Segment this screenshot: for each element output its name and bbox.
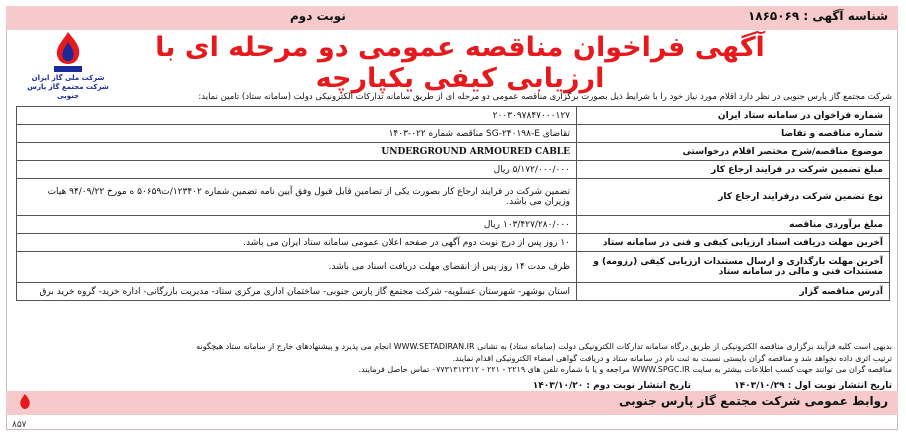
row-label: مبلغ تضمین شرکت در فرایند ارجاع کار: [577, 161, 890, 179]
notice-id: شناسه آگهی : ۱۸۶۵۰۶۹: [747, 9, 888, 23]
table-row: [17, 107, 890, 125]
row-value: ۲۰۰۳۰۹۷۸۴۷۰۰۰۱۲۷: [17, 107, 577, 125]
row-label: مبلغ برآوردی مناقصه: [577, 216, 890, 234]
tender-details-table: [16, 106, 890, 301]
gas-flame-small-icon: [16, 393, 34, 411]
table-row: [17, 125, 890, 143]
table-row: [17, 252, 890, 283]
footer-line-2: ترتیب اثری داده نخواهد شد و مناقصه گران بایستی نسبت به ثبت نام در سامانه ستاد و دریافت گواهی امضاء الکترونیکی اقدام نمایند.: [452, 353, 892, 363]
logo-line-1: شرکت ملی گاز ایران: [31, 74, 105, 82]
table-row: [17, 283, 890, 301]
table-row: [17, 161, 890, 179]
footer-line-3: مناقصه گران می توانند جهت کسب اطلاعات بیشتر به سایت WWW.SPGC.IR مراجعه و یا با شماره تلفن های ۲۲۱۹ - ۲۲۱ - ۰۷۷۳۱۳۱۲۲۱۲ تماس حاصل فرمایند.: [358, 365, 892, 374]
row-label: آدرس مناقصه گزار: [577, 283, 890, 301]
table-row: [17, 143, 890, 161]
page-title: آگهی فراخوان مناقصه عمومی دو مرحله ای با ارزیابی کیفی یکپارچه: [155, 32, 765, 94]
gas-flame-logo-icon: [48, 30, 88, 74]
row-label: موضوع مناقصه/شرح مختصر اقلام درخواستی: [577, 143, 890, 161]
table-row: [17, 234, 890, 252]
row-value: تضمین شرکت در فرایند ارجاع کار بصورت یکی از تضامین قابل قبول وفق آیین نامه تضمین شماره ۱۲۳۴۰۲/ت۵۰۶۵۹ ه مورخ ۹۴/۰۹/۲۲ هیات وزیران می باشد.: [17, 179, 577, 216]
logo-line-2: شرکت مجتمع گاز پارس جنوبی: [27, 83, 109, 100]
table-row: [17, 216, 890, 234]
table-row: [17, 179, 890, 216]
row-label: شماره فراخوان در سامانه ستاد ایران: [577, 107, 890, 125]
round-label: نوبت دوم: [290, 9, 346, 23]
row-value: ۵/۱۷۲/۰۰۰/۰۰۰ ریال: [17, 161, 577, 179]
public-relations-label: روابط عمومی شرکت مجتمع گاز پارس جنوبی: [619, 394, 888, 408]
ad-code: ۸۵۷: [12, 420, 27, 430]
row-value: ۱۰۳/۴۲۷/۲۸۰/۰۰۰ ریال: [17, 216, 577, 234]
row-value: ظرف مدت ۱۴ روز پس از انقضای مهلت دریافت اسناد می باشد.: [17, 252, 577, 283]
footer-line-1: بدیهی است کلیه فرآیند برگزاری مناقصه الکترونیکی از طریق درگاه سامانه تدارکات الکترونیکی دولت (سامانه ستاد) به نشانی WWW.SETADIRAN.IR انجام می پذیرد و پیشنهادهای خارج از سامانه ستاد هیچگونه: [196, 342, 892, 351]
first-publish-date: تاریخ انتشار نوبت اول : ۱۴۰۳/۱۰/۲۹: [734, 381, 892, 391]
row-label: شماره مناقصه و تقاضا: [577, 125, 890, 143]
row-value: UNDERGROUND ARMOURED CABLE: [17, 143, 577, 161]
row-label: نوع تضمین شرکت درفرایند ارجاع کار: [577, 179, 890, 216]
footer-notes: [22, 341, 892, 376]
intro-text: شرکت مجتمع گاز پارس جنوبی در نظر دارد اقلام مورد نیاز خود را با شرایط ذیل بصورت برگزاری مناقصه عمومی دو مرحله ای از طریق سامانه تدارکات الکترونیکی دولت (سامانه ستاد) تامین نماید:: [198, 92, 892, 102]
second-publish-date: تاریخ انتشار نوبت دوم : ۱۴۰۳/۱۰/۲۰: [532, 381, 691, 391]
row-label: آخرین مهلت دریافت اسناد ارزیابی کیفی و فنی در سامانه ستاد: [577, 234, 890, 252]
row-value: استان بوشهر- شهرستان عسلویه- شرکت مجتمع گاز پارس جنوبی- ساختمان اداری مرکزی ستاد- مدیریت بازرگانی- اداره خرید- گروه خرید برق: [17, 283, 577, 301]
row-value: تقاضای SG-۲۴۰۱۹۸-E مناقصه شماره ۰۲۲-۱۴۰۳: [17, 125, 577, 143]
row-value: ۱۰ روز پس از درج نوبت دوم آگهی در صفحه اعلان عمومی سامانه ستاد ایران می باشد.: [17, 234, 577, 252]
publication-dates: [22, 381, 892, 391]
company-logo: [18, 30, 118, 98]
row-label: آخرین مهلت بارگذاری و ارسال مستندات ارزیابی کیفی (رزومه) و مستندات فنی و مالی در سامانه ستاد: [577, 252, 890, 283]
